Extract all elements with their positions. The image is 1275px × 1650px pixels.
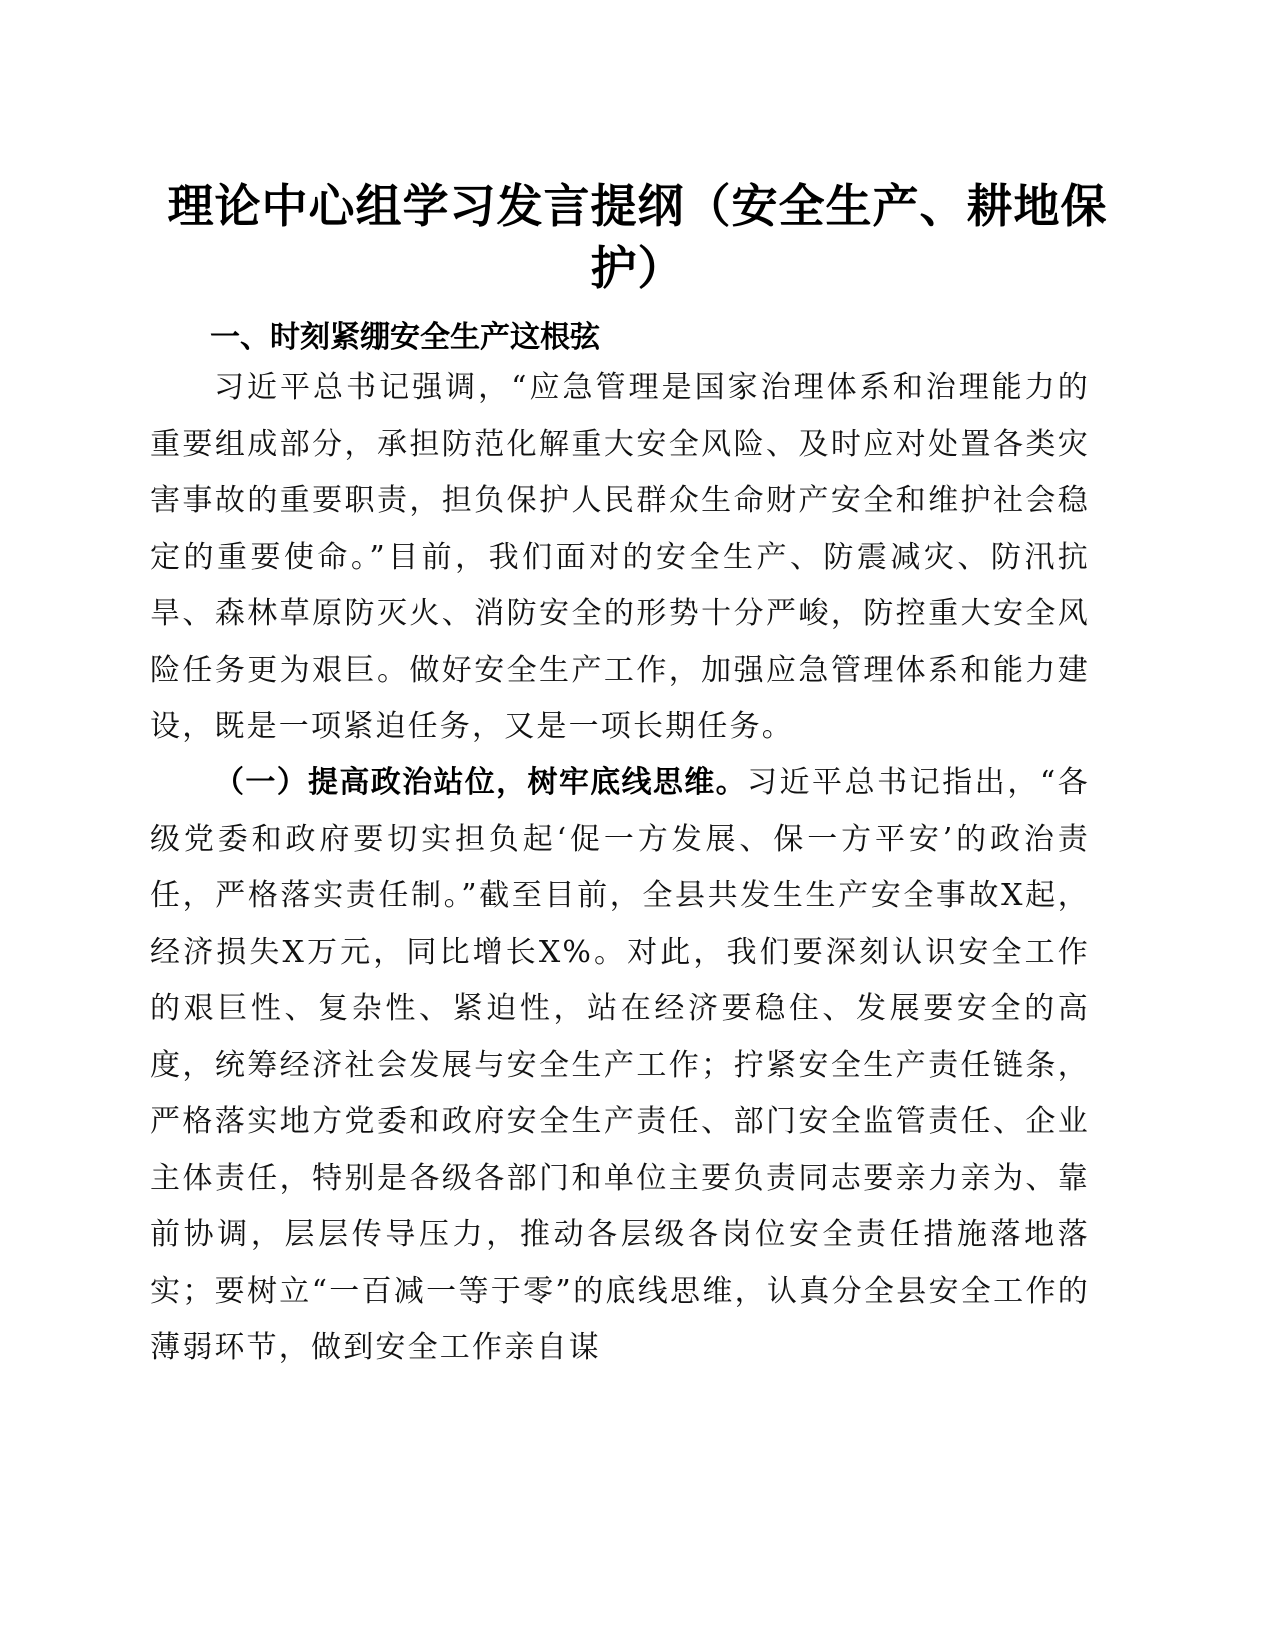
subsection-paragraph [150,755,1090,1377]
subsection-text: 习近平总书记指出，“各级党委和政府要切实担负起‘促一方发展、保一方平安’的政治责任，严格落实责任制。”截至目前，全县共发生生产安全事故X起，经济损失X万元，同比增长X%。对此，我们要深刻认识安全工作的艰巨性、复杂性、紧迫性，站在经济要稳住、发展要安全的高度，统筹经济社会发展与安全生产工作；拧紧安全生产责任链条，严格落实地方党委和政府安全生产责任、部门安全监管责任、企业主体责任，特别是各级各部门和单位主要负责同志要亲力亲为、靠前协调，层层传导压力，推动各层级各岗位安全责任措施落地落实；要树立“一百减一等于零”的底线思维，认真分全县安全工作的薄弱环节，做到安全工作亲自谋 [150,765,1090,1365]
document-title: 理论中心组学习发言提纲（安全生产、耕地保护） [167,179,1108,295]
body-paragraph: 习近平总书记强调，“应急管理是国家治理体系和治理能力的重要组成部分，承担防范化解重大安全风险、及时应对处置各类灾害事故的重要职责，担负保护人民群众生命财产安全和维护社会稳定的重要使命。”目前，我们面对的安全生产、防震减灾、防汛抗旱、森林草原防灭火、消防安全的形势十分严峻，防控重大安全风险任务更为艰巨。做好安全生产工作，加强应急管理体系和能力建设，既是一项紧迫任务，又是一项长期任务。 [150,370,1090,744]
section-heading: 一、时刻紧绷安全生产这根弦 [210,320,600,355]
subsection-heading: （一）提高政治站位，树牢底线思维。 [214,765,747,800]
